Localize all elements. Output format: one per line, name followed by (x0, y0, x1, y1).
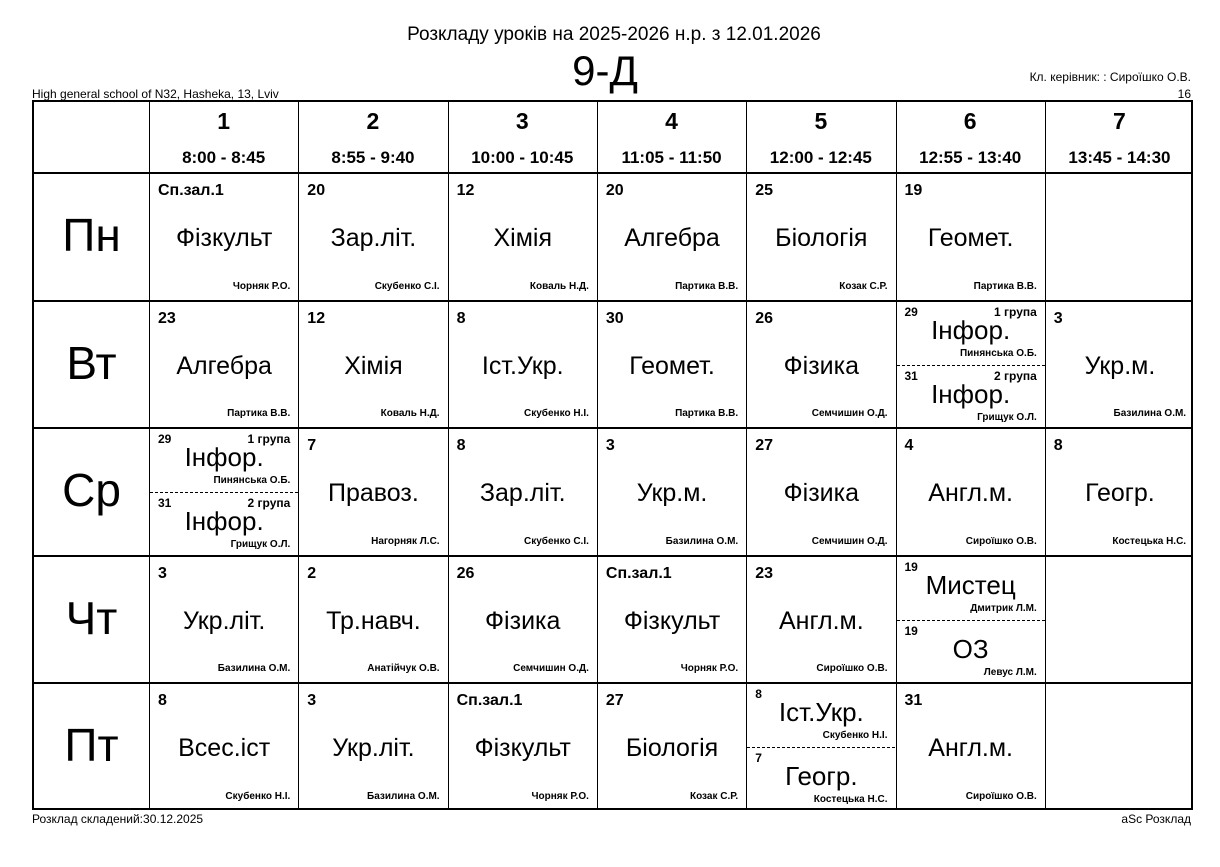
lesson-half (150, 429, 298, 492)
lesson-cell (897, 557, 1045, 684)
room-number: 3 (158, 564, 167, 582)
subject-name: Інфор. (184, 442, 264, 473)
room-number: 20 (605, 182, 624, 199)
lesson-cell (1046, 429, 1194, 556)
lesson-cell (747, 429, 895, 556)
room-number: Сп.зал.1 (158, 182, 224, 199)
teacher-name: Грищук О.Л. (230, 539, 291, 551)
group-label: 2 група (247, 496, 291, 511)
period-time: 12:00 - 12:45 (769, 148, 872, 167)
period-header (448, 102, 597, 173)
split-divider (747, 747, 895, 748)
lesson-cell (449, 557, 597, 684)
lesson-half (150, 493, 298, 556)
room-number: 12 (456, 182, 475, 199)
period-time: 12:55 - 13:40 (919, 148, 1022, 167)
period-number: 4 (665, 108, 678, 134)
room-number: 3 (1053, 309, 1063, 327)
room-number: 7 (307, 437, 317, 455)
room-number: 8 (158, 692, 167, 710)
subject-name: Геомет. (629, 351, 715, 380)
teacher-name: Грищук О.Л. (977, 411, 1037, 423)
lesson-cell (897, 429, 1045, 556)
room-number: 25 (755, 182, 773, 199)
day-name: Чт (65, 591, 118, 644)
room-number: 23 (755, 564, 773, 582)
lesson-cell (1046, 302, 1194, 429)
room-number: 31 (904, 368, 918, 383)
class-number: 16 (1177, 87, 1191, 101)
teacher-name: Базилина О.М. (1113, 408, 1187, 420)
period-number: 7 (1113, 108, 1126, 134)
teacher-name: Сироїшко О.В. (816, 663, 888, 675)
teacher-name: Партика В.В. (227, 408, 291, 420)
subject-name: Правоз. (328, 479, 419, 508)
software-name: aSc Розклад (1121, 812, 1191, 826)
subject-name: Тр.навч. (326, 606, 421, 635)
room-number: Сп.зал.1 (456, 692, 523, 710)
lesson-cell (747, 557, 895, 684)
teacher-name: Коваль Н.Д. (529, 280, 589, 292)
room-number: 4 (904, 437, 914, 455)
lesson-cell (299, 302, 447, 429)
period-time: 8:55 - 9:40 (331, 148, 415, 167)
room-number: 29 (904, 304, 918, 319)
teacher-name: Костецька Н.С. (1112, 535, 1187, 547)
teacher-name: Семчишин О.Д. (811, 535, 888, 547)
period-header (1045, 102, 1194, 173)
split-divider (150, 492, 298, 493)
teacher-name: Партика В.В. (675, 280, 739, 292)
lesson-cell (449, 174, 597, 301)
subject-name: Алгебра (624, 224, 720, 252)
subject-name: Біологія (625, 734, 719, 763)
room-number: 3 (605, 437, 615, 455)
lesson-cell (598, 684, 746, 811)
subject-name: Геогр. (1085, 479, 1155, 508)
group-label: 1 група (994, 304, 1037, 319)
lesson-cell (598, 557, 746, 684)
subject-name: Хімія (493, 224, 552, 252)
period-header (298, 102, 447, 173)
room-number: 31 (158, 496, 172, 511)
subject-name: Англ.м. (928, 479, 1013, 508)
teacher-name: Скубенко С.І. (524, 535, 589, 547)
lesson-cell (747, 684, 895, 811)
subject-name: Фізика (783, 479, 860, 508)
teacher-name: Скубенко Н.І. (225, 790, 291, 802)
room-number: 19 (904, 623, 918, 638)
lesson-half (897, 621, 1045, 684)
teacher-name: Сироїшко О.В. (965, 535, 1037, 547)
period-header (746, 102, 895, 173)
teacher-name: Сироїшко О.В. (965, 790, 1037, 802)
period-time: 8:00 - 8:45 (182, 148, 266, 167)
subject-name: Хімія (344, 351, 403, 380)
teacher-name: Партика В.В. (675, 408, 739, 420)
subject-name: Геомет. (927, 224, 1014, 252)
room-number: 2 (307, 564, 317, 582)
room-number: 7 (755, 751, 762, 766)
lesson-cell (598, 302, 746, 429)
period-header (896, 102, 1045, 173)
group-label: 2 група (994, 368, 1037, 383)
subject-name: Фізкульт (474, 734, 571, 763)
lesson-half (897, 366, 1045, 429)
room-number: 8 (755, 687, 762, 702)
room-number: 8 (1053, 437, 1063, 455)
lesson-cell (150, 684, 298, 811)
room-number: 30 (605, 309, 624, 327)
subject-name: Всес.іст (178, 734, 271, 763)
school-name: High general school of N32, Hasheka, 13, Lviv (32, 87, 279, 101)
period-header (149, 102, 298, 173)
subject-name: Алгебра (176, 351, 272, 380)
lesson-half (897, 302, 1045, 365)
period-time: 11:05 - 11:50 (621, 148, 722, 167)
subject-name: Іст.Укр. (481, 351, 564, 380)
room-number: 31 (904, 692, 923, 710)
teacher-name: Партика В.В. (973, 280, 1037, 292)
room-number: 3 (307, 692, 317, 710)
lesson-half (897, 557, 1045, 620)
lesson-cell (449, 429, 597, 556)
day-name: Вт (66, 336, 117, 389)
day-name: Пт (64, 719, 119, 772)
period-time: 13:45 - 14:30 (1068, 148, 1171, 167)
room-number: 12 (307, 309, 326, 327)
teacher-name: Левус Л.М. (983, 666, 1037, 678)
lesson-cell (598, 174, 746, 301)
period-time: 10:00 - 10:45 (471, 148, 574, 167)
period-number: 5 (814, 108, 828, 134)
subject-name: Інфор. (931, 314, 1011, 345)
lesson-cell (747, 174, 895, 301)
lesson-cell (449, 684, 597, 811)
lesson-cell (449, 302, 597, 429)
lesson-cell (299, 429, 447, 556)
teacher-name: Чорняк Р.О. (680, 663, 739, 675)
lesson-half (747, 748, 895, 811)
teacher-name: Нагорняк Л.С. (371, 535, 440, 547)
subject-name: Укр.літ. (332, 734, 415, 763)
teacher-name: Козак С.Р. (839, 280, 888, 292)
teacher-name: Костецька Н.С. (813, 794, 888, 806)
teacher-name: Скубенко Н.І. (822, 730, 888, 742)
lesson-cell (897, 684, 1045, 811)
lesson-cell (150, 302, 298, 429)
day-name: Ср (62, 464, 121, 517)
subject-name: Біологія (775, 224, 868, 252)
room-number: Сп.зал.1 (605, 564, 672, 582)
lesson-cell (747, 302, 895, 429)
subject-name: Іст.Укр. (778, 697, 864, 728)
lesson-cell (150, 429, 298, 556)
lesson-cell (897, 302, 1045, 429)
split-divider (897, 365, 1045, 366)
room-number: 19 (904, 182, 923, 199)
teacher-name: Дмитрик Л.М. (970, 602, 1037, 614)
subject-name: Мистец (925, 569, 1016, 600)
teacher-name: Семчишин О.Д. (811, 408, 888, 420)
subject-name: Інфор. (931, 378, 1011, 409)
subject-name: Фізкульт (175, 224, 273, 252)
teacher-name: Чорняк Р.О. (232, 280, 291, 292)
teacher-name: Пинянська О.Б. (959, 347, 1037, 359)
lesson-cell (150, 174, 298, 301)
lesson-cell (299, 174, 447, 301)
teacher-name: Пинянська О.Б. (213, 475, 291, 487)
teacher-name: Семчишин О.Д. (513, 663, 589, 675)
teacher-name: Скубенко Н.І. (524, 408, 589, 420)
subject-name: Геогр. (785, 761, 858, 792)
period-number: 1 (217, 108, 231, 134)
subject-name: Англ.м. (778, 606, 864, 635)
room-number: 26 (456, 564, 475, 582)
created-date: Розклад складений:30.12.2025 (32, 812, 204, 826)
group-label: 1 група (247, 432, 291, 447)
split-divider (897, 620, 1045, 621)
room-number: 29 (158, 432, 172, 447)
timetable-grid (32, 100, 1193, 810)
teacher-name: Базилина О.М. (367, 790, 440, 802)
subject-name: Зар.літ. (330, 224, 417, 252)
empty-cell (1046, 174, 1194, 301)
subject-name: Зар.літ. (479, 479, 566, 508)
schedule-title: Розкладу уроків на 2025-2026 н.р. з 12.01.2026 (407, 24, 821, 45)
day-name: Пн (62, 209, 121, 261)
teacher-name: Чорняк Р.О. (531, 790, 589, 802)
room-number: 8 (456, 309, 466, 327)
period-number: 6 (963, 108, 977, 134)
class-name: 9-Д (572, 47, 638, 94)
subject-name: Інфор. (184, 506, 264, 537)
empty-cell (1046, 684, 1194, 811)
teacher-name: Анатійчук О.В. (367, 663, 440, 675)
lesson-half (747, 684, 895, 747)
room-number: 23 (158, 309, 176, 327)
room-number: 26 (755, 309, 773, 327)
room-number: 20 (307, 182, 326, 199)
subject-name: Укр.літ. (182, 606, 266, 635)
subject-name: Укр.м. (636, 479, 708, 508)
subject-name: Фізика (783, 351, 860, 380)
teacher-name: Козак С.Р. (689, 790, 739, 802)
subject-name: Фізкульт (623, 606, 721, 635)
subject-name: Англ.м. (928, 734, 1013, 763)
room-number: 8 (456, 437, 466, 455)
period-header (597, 102, 746, 173)
teacher-name: Базилина О.М. (217, 663, 291, 675)
teacher-name: Скубенко С.І. (374, 280, 440, 292)
lesson-cell (598, 429, 746, 556)
class-teacher: Кл. керівник: : Сироїшко О.В. (1029, 70, 1191, 84)
teacher-name: Коваль Н.Д. (380, 408, 440, 420)
lesson-cell (897, 174, 1045, 301)
period-number: 3 (515, 108, 529, 134)
subject-name: Укр.м. (1084, 351, 1156, 380)
room-number: 27 (755, 437, 773, 455)
teacher-name: Базилина О.М. (665, 535, 739, 547)
subject-name: ОЗ (952, 633, 989, 664)
lesson-cell (299, 557, 447, 684)
lesson-cell (150, 557, 298, 684)
room-number: 19 (904, 559, 918, 574)
lesson-cell (299, 684, 447, 811)
subject-name: Фізика (485, 606, 561, 635)
period-number: 2 (366, 108, 380, 134)
room-number: 27 (605, 692, 624, 710)
empty-cell (1046, 557, 1194, 684)
